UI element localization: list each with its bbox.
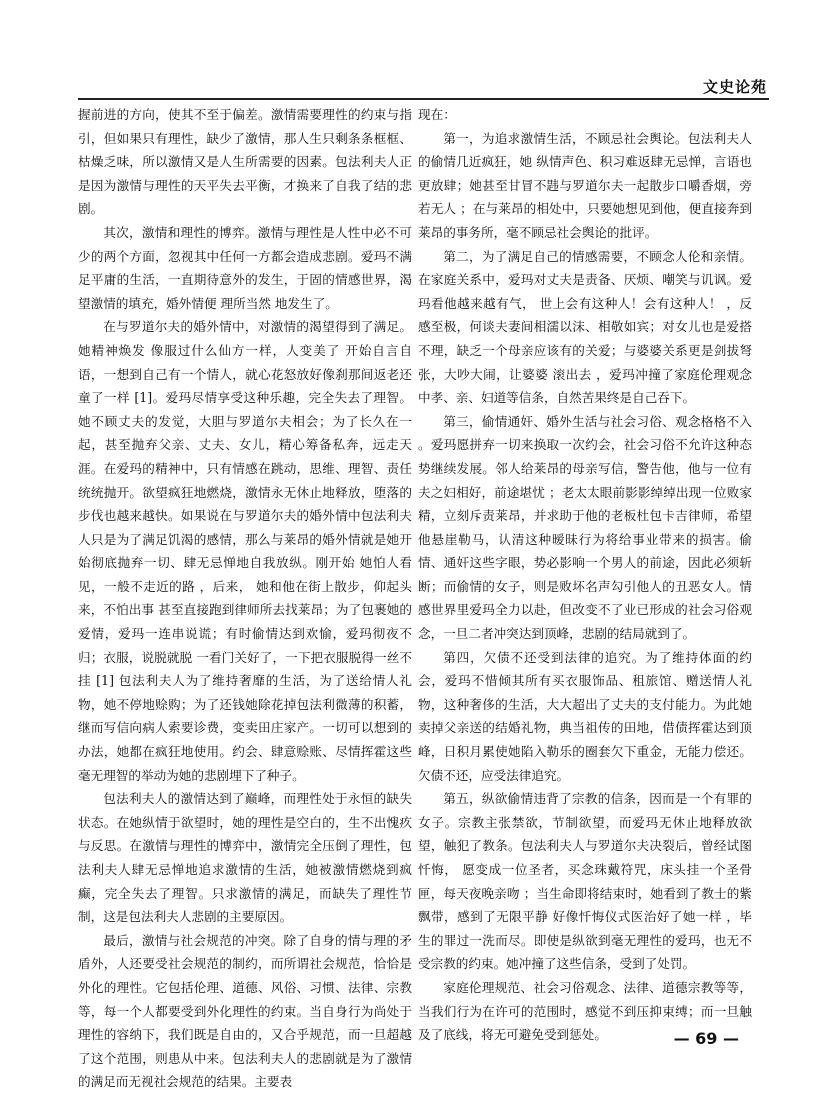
paragraph: 握前进的方向，使其不至于偏差。激情需要理性的约束与指引，但如果只有理性，缺少了激情，那人生只剩条条框框、枯燥乏味，所以激情又是人生所需要的因素。包法利夫人正是因为激情与理性的天平失去平衡，才换来了自我了结的悲剧。 <box>78 107 412 217</box>
paragraph: 第五，纵欲偷情违背了宗教的信条，因而是一个有罪的女子。宗教主张禁欲，节制欲望，而爱玛无休止地释放欲望，触犯了教条。包法利夫人与罗道尔夫决裂后，曾经试图忏悔， 愿变成一位圣者，买念珠戴符咒，床头挂一个圣骨匣，每天夜晚亲吻 ；当生命即将结束时，她看到了教士的紫飘带，感到了无限平静 好像忏悔仪式医治好了她一样 ，毕生的罪过一洗而尽。即使是纵欲到毫无理性的爱玛，也无不受宗教的约束。她冲撞了这些信条，受到了处罚。 <box>418 791 752 972</box>
paragraph: 家庭伦理规范、社会习俗观念、法律、道德宗教等等，当我们行为在许可的范围时，感觉不到压抑束缚；而一旦触及了底线，将无可避免受到惩处。 <box>418 979 752 1043</box>
page-number: — 69 — <box>673 1029 739 1048</box>
paragraph: 其次，激情和理性的博弈。激情与理性是人性中必不可少的两个方面，忽视其中任何一方都会造成悲剧。爱玛不满足平庸的生活，一直期待意外的发生，于固的情感世界，渴望激情的填充，婚外情便 理所当然 地发生了。 <box>78 224 412 311</box>
paragraph: 第四，欠债不还受到法律的追究。为了维持体面的约会，爱玛不惜倾其所有买衣服饰品、租旅馆、赠送情人礼物，这种奢侈的生活，大大超出了丈夫的支付能力。为此她卖掉父亲送的结婚礼物，典当祖传的田地，借债挥霍达到顶峰，日积月累使她陷入勒乐的圈套欠下重金，无能力偿还。欠债不还，应受法律追究。 <box>418 649 752 783</box>
paragraph: 最后，激情与社会规范的冲突。除了自身的情与理的矛盾外，人还要受社会规范的制约，而所谓社会规范，恰恰是外化的理性。它包括伦理、道德、风俗、习惯、法律、宗教等，每一个人都要受到外化理性的约束。当自身行为尚处于理性的容纳下，我们既是自由的，又合乎规范，而一旦超越了这个范围，则患从中来。包法利夫人的悲剧就是为了激情的满足而无视社会规范的结果。主要表 <box>78 932 412 1090</box>
paragraph: 在与罗道尔夫的婚外情中，对激情的渴望得到了满足。她精神焕发 像服过什么仙方一样，人变美了 开始自言自语，一想到自己有一个情人，就心花怒放好像刹那间返老还童了一样 [1]。爱玛尽情享受这种乐趣，完全失去了理智。她不顾丈夫的发觉，大胆与罗道尔夫相会；为了长久在一起，甚至抛弃父亲、丈夫、女儿，精心筹备私奔，远走天涯。在爱玛的精神中，只有情感在跳动，思维、理智、责任统统抛开。欲望疯狂地燃烧，激情永无休止地释放，堕落的步伐也越来越快。如果说在与罗道尔夫的婚外情中包法利夫人只是为了满足饥渴的感情，那么与莱昂的婚外情就是她开始彻底抛弃一切、肆无忌惮地自我放纵。刚开始 她怕人看见，一般不走近的路 ，后来， 她和他在街上散步，仰起头来，不怕出事 甚至直接跑到律师所去找莱昂；为了包裹她的爱情，爱玛一连串说谎；有时偷情达到欢愉，爱玛彻夜不归；衣服，说脱就脱 一看门关好了，一下把衣服脱得一丝不挂 [1] 包法利夫人为了维持奢靡的生活，为了送给情人礼物，她不停地赊购；为了还钱她除花掉包法利微薄的积蓄，继而写信向病人索要诊费，变卖田庄家产。一切可以想到的办法，她都在疯狂地使用。约会、肆意赊账、尽情挥霍这些毫无理智的举动为她的悲剧埋下了种子。 <box>78 319 412 783</box>
header-rule <box>78 98 769 100</box>
paragraph: 第三，偷情通奸、婚外生活与社会习俗、观念格格不入 。爱玛愿拼弃一切来换取一次约会，社会习俗不允许这种态势继续发展。邻人给莱昂的母亲写信，警告他，他与一位有夫之妇相好，前途堪忧 ；老太太眼前影影绰绰出现一位败家精，立刻斥责莱昂，并求助于他的老板杜包卡吉律师，希望他悬崖勒马，认清这种暧昧行为将给事业带来的损害。偷情、通奸这些字眼，势必影响一个男人的前途，因此必须斩断；而偷情的女子，则是败坏名声勾引他人的丑恶女人。情感世界里爱玛全力以赴，但改变不了业已形成的社会习俗观念，一旦二者冲突达到顶峰，悲剧的结局就到了。 <box>418 413 752 642</box>
paragraph: 现在： <box>418 107 456 122</box>
section-label: 文史论苑 <box>702 78 767 96</box>
paragraph: 包法利夫人的激情达到了巅峰，而理性处于永恒的缺失状态。在她纵情于欲望时，她的理性是空白的，生不出愧疚与反思。在激情与理性的博弈中，激情完全压倒了理性，包法利夫人肆无忌惮地追求激情的生活，她被激情燃烧到疯癫，完全失去了理智。只求激情的满足，而缺失了理性节制，这是包法利夫人悲剧的主要原因。 <box>78 791 412 925</box>
paragraph: 第二，为了满足自己的情感需要，不顾念人伦和亲情。在家庭关系中，爱玛对丈夫是责备、厌烦、嘲笑与讥讽。爱玛看他越来越有气， 世上会有这种人！会有这种人！ ，反感至极，何谈夫妻间相濡以沫、相敬如宾；对女儿也是爱搭不理，缺乏一个母亲应该有的关爱；与婆婆关系更是剑拔弩张，大吵大闹，让婆婆 滚出去 ，爱玛冲撞了家庭伦理观念中孝、亲、妇道等信条，自然苦果终是自己吞下。 <box>418 248 752 406</box>
paragraph: 第一，为追求激情生活，不顾忌社会舆论。包法利夫人的偷情几近疯狂，她 纵情声色、积习难返肆无忌惮，言语也更放肆；她甚至甘冒不韪与罗道尔夫一起散步口嚼香烟，旁若无人 ；在与莱昂的相处中，只要她想见到他，便直接奔到莱昂的事务所，毫不顾忌社会舆论的批评。 <box>418 130 752 240</box>
left-column <box>78 103 412 1094</box>
right-column <box>418 103 752 1047</box>
